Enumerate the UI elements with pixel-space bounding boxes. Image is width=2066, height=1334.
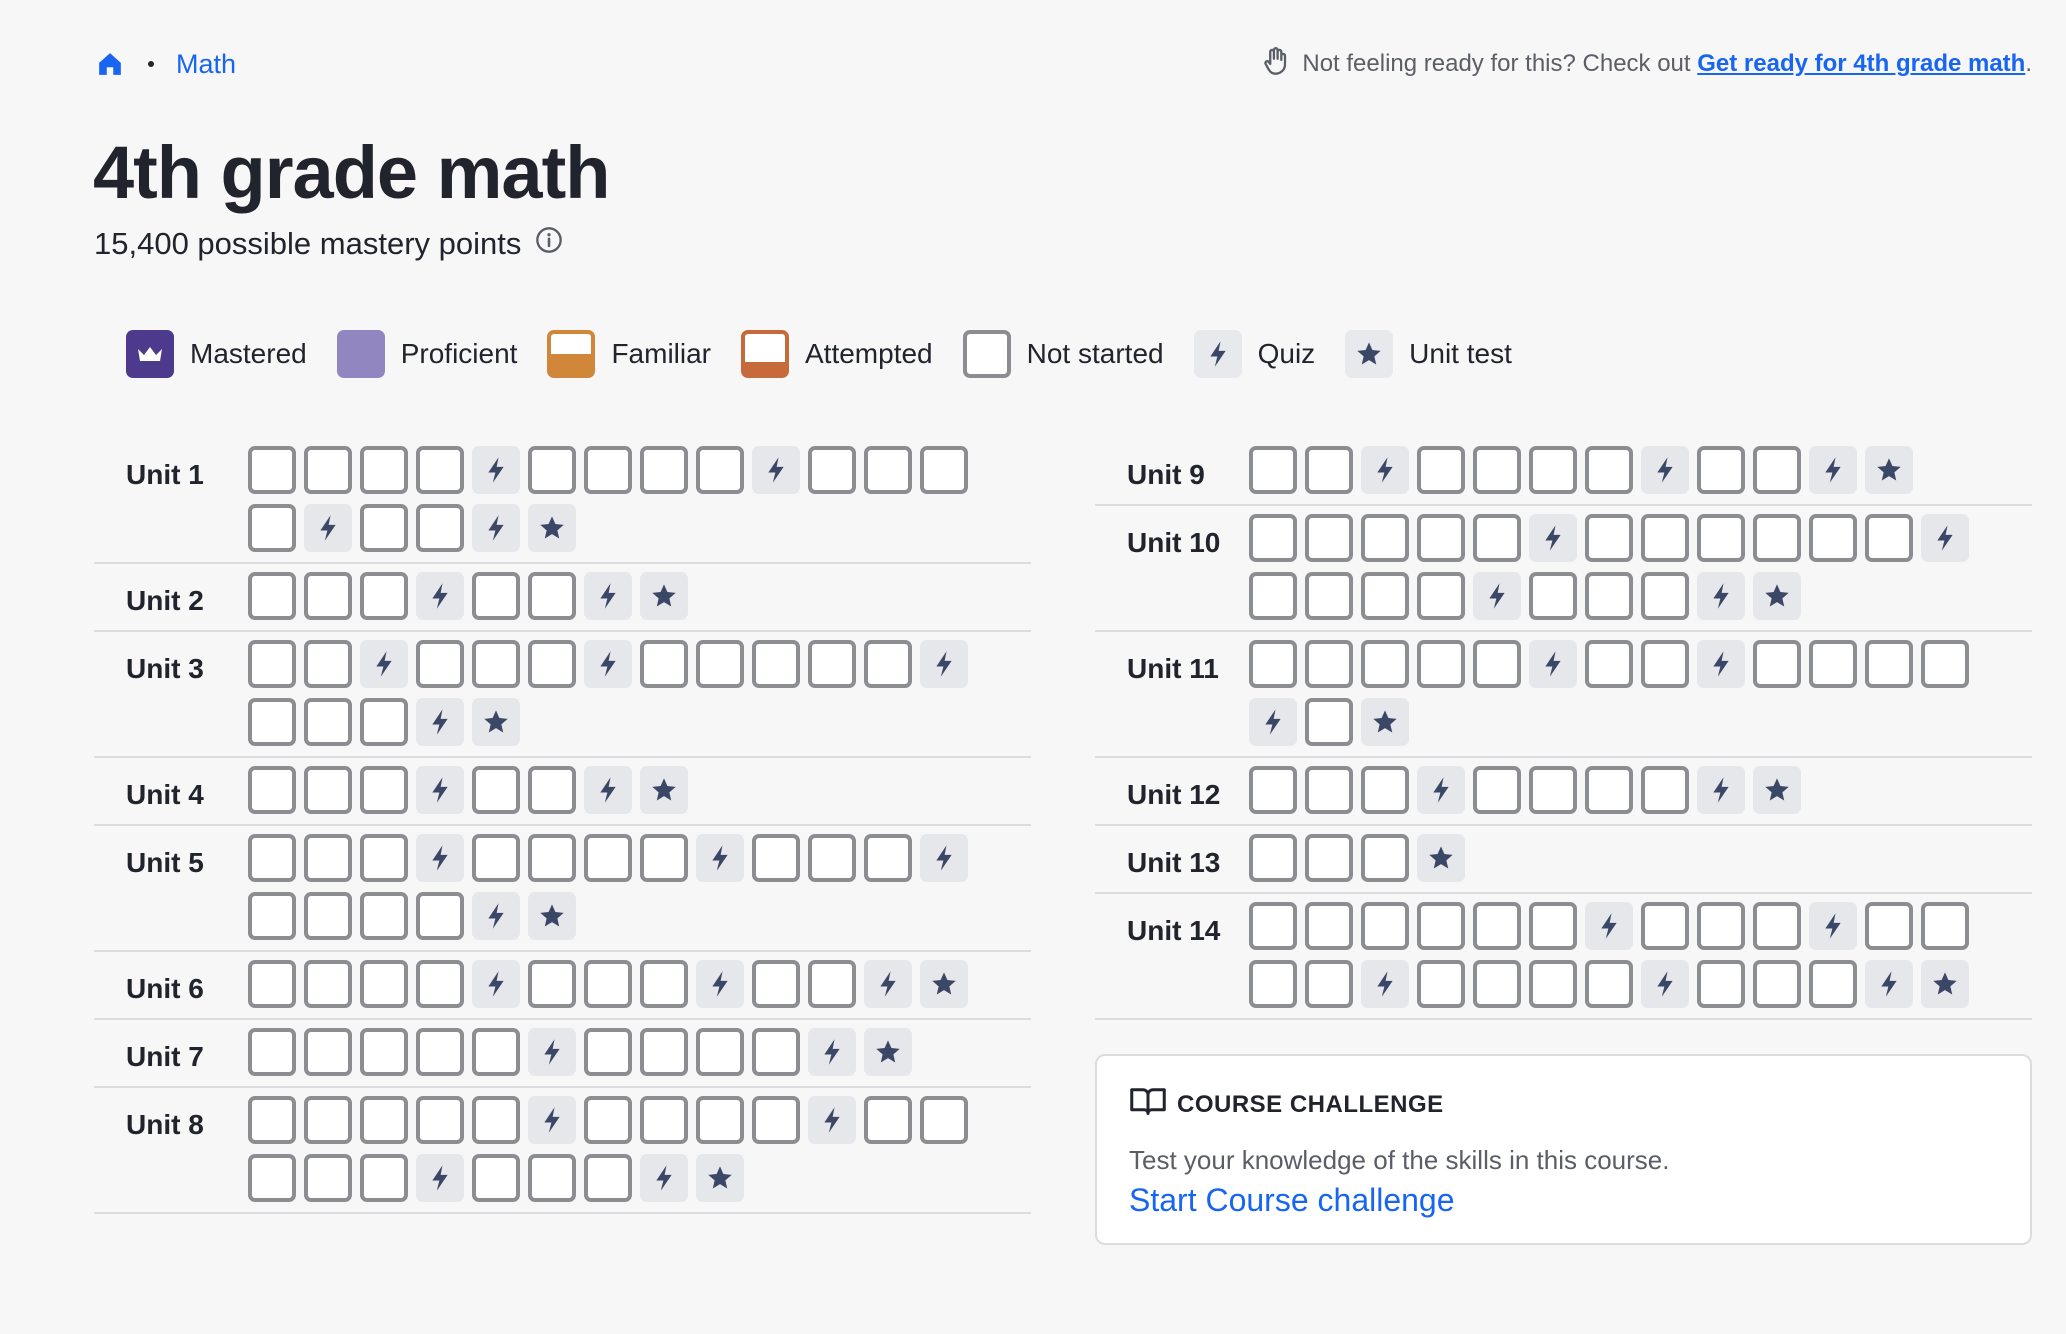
skill-not-started[interactable] xyxy=(360,698,408,746)
skill-not-started[interactable] xyxy=(1865,902,1913,950)
skill-not-started[interactable] xyxy=(1697,446,1745,494)
unit-row xyxy=(1095,506,2032,632)
skill-not-started[interactable] xyxy=(1697,960,1745,1008)
legend-swatch-test-star-icon xyxy=(1345,330,1393,378)
skill-not-started[interactable] xyxy=(696,640,744,688)
skill-not-started[interactable] xyxy=(248,1096,296,1144)
skill-not-started[interactable] xyxy=(1417,960,1465,1008)
skill-not-started[interactable] xyxy=(248,698,296,746)
skill-not-started[interactable] xyxy=(1641,902,1689,950)
skill-not-started[interactable] xyxy=(1921,640,1969,688)
skill-not-started[interactable] xyxy=(1249,960,1297,1008)
skill-not-started[interactable] xyxy=(1529,572,1577,620)
units-column-right xyxy=(1095,438,2032,1245)
skill-not-started[interactable] xyxy=(1361,766,1409,814)
skill-not-started[interactable] xyxy=(360,1154,408,1202)
book-icon xyxy=(1129,1086,1167,1123)
unit-test-star-icon[interactable] xyxy=(1753,766,1801,814)
quiz-lightning-icon[interactable] xyxy=(1641,960,1689,1008)
skill-not-started[interactable] xyxy=(1585,640,1633,688)
mastery-points-text: 15,400 possible mastery points xyxy=(94,226,522,261)
unit-row xyxy=(1095,826,2032,894)
skill-not-started[interactable] xyxy=(248,766,296,814)
skill-not-started[interactable] xyxy=(1249,766,1297,814)
legend-swatch-attempted xyxy=(741,330,789,378)
quiz-lightning-icon[interactable] xyxy=(808,1096,856,1144)
legend-label: Not started xyxy=(1026,338,1164,369)
skill-not-started[interactable] xyxy=(304,960,352,1008)
skill-not-started[interactable] xyxy=(640,640,688,688)
skill-not-started[interactable] xyxy=(360,572,408,620)
unit-row xyxy=(94,826,1031,952)
skill-not-started[interactable] xyxy=(248,446,296,494)
quiz-lightning-icon[interactable] xyxy=(1529,640,1577,688)
skill-not-started[interactable] xyxy=(1473,902,1521,950)
skill-not-started[interactable] xyxy=(416,640,464,688)
skill-not-started[interactable] xyxy=(472,834,520,882)
unit-row xyxy=(1095,894,2032,1020)
skill-not-started[interactable] xyxy=(1473,446,1521,494)
skill-not-started[interactable] xyxy=(360,766,408,814)
unit-label[interactable]: Unit 13 xyxy=(1127,847,1221,878)
unit-label[interactable]: Unit 6 xyxy=(126,973,204,1004)
skill-not-started[interactable] xyxy=(1585,514,1633,562)
skill-not-started[interactable] xyxy=(1305,960,1353,1008)
info-icon[interactable] xyxy=(535,226,563,262)
notice-text: Not feeling ready for this? Check out xyxy=(1302,50,1691,77)
skill-not-started[interactable] xyxy=(1809,514,1857,562)
skill-not-started[interactable] xyxy=(1417,514,1465,562)
quiz-lightning-icon[interactable] xyxy=(472,960,520,1008)
unit-label[interactable]: Unit 3 xyxy=(126,653,204,684)
skill-not-started[interactable] xyxy=(1305,902,1353,950)
skill-not-started[interactable] xyxy=(416,504,464,552)
breadcrumb-math-link[interactable]: Math xyxy=(176,48,237,79)
legend-label: Quiz xyxy=(1257,338,1316,369)
unit-skills xyxy=(1249,514,1989,620)
quiz-lightning-icon[interactable] xyxy=(528,1028,576,1076)
quiz-lightning-icon[interactable] xyxy=(920,834,968,882)
skill-not-started[interactable] xyxy=(472,1028,520,1076)
unit-test-star-icon[interactable] xyxy=(472,698,520,746)
unit-test-star-icon[interactable] xyxy=(640,572,688,620)
skill-not-started[interactable] xyxy=(1361,834,1409,882)
unit-row xyxy=(94,758,1031,826)
quiz-lightning-icon[interactable] xyxy=(1697,766,1745,814)
quiz-lightning-icon[interactable] xyxy=(864,960,912,1008)
skill-not-started[interactable] xyxy=(248,572,296,620)
unit-row xyxy=(94,952,1031,1020)
quiz-lightning-icon[interactable] xyxy=(752,446,800,494)
skill-not-started[interactable] xyxy=(1473,766,1521,814)
skill-not-started[interactable] xyxy=(1585,572,1633,620)
unit-row xyxy=(94,1088,1031,1214)
skill-not-started[interactable] xyxy=(808,640,856,688)
skill-not-started[interactable] xyxy=(528,766,576,814)
skill-not-started[interactable] xyxy=(1865,514,1913,562)
legend-item-mastered xyxy=(126,330,307,378)
course-challenge-card xyxy=(1095,1054,2032,1245)
skill-not-started[interactable] xyxy=(1753,960,1801,1008)
quiz-lightning-icon[interactable] xyxy=(1529,514,1577,562)
legend-label: Familiar xyxy=(611,338,711,369)
skill-not-started[interactable] xyxy=(304,1028,352,1076)
skill-not-started[interactable] xyxy=(416,892,464,940)
skill-not-started[interactable] xyxy=(416,960,464,1008)
readiness-notice xyxy=(1262,46,2032,83)
start-course-challenge-link[interactable]: Start Course challenge xyxy=(1129,1182,1455,1218)
skill-not-started[interactable] xyxy=(696,1028,744,1076)
skill-not-started[interactable] xyxy=(1529,902,1577,950)
skill-not-started[interactable] xyxy=(360,960,408,1008)
unit-test-star-icon[interactable] xyxy=(528,892,576,940)
skill-not-started[interactable] xyxy=(1361,902,1409,950)
breadcrumb xyxy=(94,48,236,80)
legend-label: Proficient xyxy=(400,338,518,369)
legend-item-test xyxy=(1345,330,1512,378)
legend-item-attempted xyxy=(741,330,933,378)
skill-not-started[interactable] xyxy=(1249,834,1297,882)
skill-not-started[interactable] xyxy=(248,960,296,1008)
home-icon[interactable] xyxy=(94,48,126,80)
skill-not-started[interactable] xyxy=(1305,446,1353,494)
skill-not-started[interactable] xyxy=(248,1154,296,1202)
skill-not-started[interactable] xyxy=(1865,640,1913,688)
skill-not-started[interactable] xyxy=(1641,514,1689,562)
skill-not-started[interactable] xyxy=(304,446,352,494)
skill-not-started[interactable] xyxy=(1585,446,1633,494)
skill-not-started[interactable] xyxy=(920,446,968,494)
skill-not-started[interactable] xyxy=(1305,834,1353,882)
quiz-lightning-icon[interactable] xyxy=(416,834,464,882)
quiz-lightning-icon[interactable] xyxy=(808,1028,856,1076)
skill-not-started[interactable] xyxy=(1417,446,1465,494)
unit-row xyxy=(94,438,1031,564)
unit-row xyxy=(94,632,1031,758)
skill-not-started[interactable] xyxy=(1361,514,1409,562)
legend-label: Attempted xyxy=(805,338,933,369)
unit-skills xyxy=(248,766,988,814)
skill-not-started[interactable] xyxy=(808,446,856,494)
skill-not-started[interactable] xyxy=(752,1028,800,1076)
quiz-lightning-icon[interactable] xyxy=(472,504,520,552)
quiz-lightning-icon[interactable] xyxy=(1697,572,1745,620)
quiz-lightning-icon[interactable] xyxy=(416,766,464,814)
skill-not-started[interactable] xyxy=(248,892,296,940)
skill-not-started[interactable] xyxy=(1305,572,1353,620)
unit-skills xyxy=(248,834,988,940)
skill-not-started[interactable] xyxy=(1305,766,1353,814)
top-bar xyxy=(94,42,2032,86)
unit-label[interactable]: Unit 1 xyxy=(126,459,204,490)
unit-label[interactable]: Unit 14 xyxy=(1127,915,1221,946)
skill-not-started[interactable] xyxy=(304,640,352,688)
legend-swatch-proficient xyxy=(337,330,385,378)
skill-not-started[interactable] xyxy=(304,1154,352,1202)
quiz-lightning-icon[interactable] xyxy=(1921,514,1969,562)
skill-not-started[interactable] xyxy=(416,446,464,494)
skill-not-started[interactable] xyxy=(1641,640,1689,688)
unit-row xyxy=(94,564,1031,632)
skill-not-started[interactable] xyxy=(304,572,352,620)
legend-item-notstarted xyxy=(963,330,1164,378)
legend-swatch-familiar xyxy=(547,330,595,378)
skill-not-started[interactable] xyxy=(1417,640,1465,688)
skill-not-started[interactable] xyxy=(864,446,912,494)
skill-not-started[interactable] xyxy=(248,640,296,688)
skill-not-started[interactable] xyxy=(248,504,296,552)
legend-swatch-quiz-lightning-icon xyxy=(1194,330,1242,378)
unit-row xyxy=(94,1020,1031,1088)
quiz-lightning-icon[interactable] xyxy=(472,892,520,940)
skill-not-started[interactable] xyxy=(1305,698,1353,746)
skill-not-started[interactable] xyxy=(864,834,912,882)
quiz-lightning-icon[interactable] xyxy=(1585,902,1633,950)
skill-not-started[interactable] xyxy=(528,960,576,1008)
hand-icon xyxy=(1262,46,1290,83)
skill-not-started[interactable] xyxy=(1305,640,1353,688)
legend-item-quiz xyxy=(1194,330,1316,378)
skill-not-started[interactable] xyxy=(640,960,688,1008)
legend-label: Unit test xyxy=(1409,338,1512,369)
skill-not-started[interactable] xyxy=(1529,446,1577,494)
skill-not-started[interactable] xyxy=(1753,640,1801,688)
skill-not-started[interactable] xyxy=(528,1154,576,1202)
skill-not-started[interactable] xyxy=(304,892,352,940)
quiz-lightning-icon[interactable] xyxy=(1697,640,1745,688)
skill-not-started[interactable] xyxy=(1473,640,1521,688)
unit-test-star-icon[interactable] xyxy=(1865,446,1913,494)
unit-label[interactable]: Unit 10 xyxy=(1127,527,1221,558)
skill-not-started[interactable] xyxy=(528,640,576,688)
quiz-lightning-icon[interactable] xyxy=(1249,698,1297,746)
unit-test-star-icon[interactable] xyxy=(1417,834,1465,882)
quiz-lightning-icon[interactable] xyxy=(584,766,632,814)
unit-label[interactable]: Unit 11 xyxy=(1127,653,1219,684)
legend-swatch-mastered-crown-icon xyxy=(126,330,174,378)
quiz-lightning-icon[interactable] xyxy=(1865,960,1913,1008)
unit-skills xyxy=(248,1096,988,1202)
skill-not-started[interactable] xyxy=(1305,514,1353,562)
skill-not-started[interactable] xyxy=(1473,514,1521,562)
skill-not-started[interactable] xyxy=(920,1096,968,1144)
skill-not-started[interactable] xyxy=(640,446,688,494)
unit-test-star-icon[interactable] xyxy=(696,1154,744,1202)
skill-not-started[interactable] xyxy=(640,1096,688,1144)
quiz-lightning-icon[interactable] xyxy=(304,504,352,552)
skill-not-started[interactable] xyxy=(1249,446,1297,494)
skill-not-started[interactable] xyxy=(1249,572,1297,620)
skill-not-started[interactable] xyxy=(1641,766,1689,814)
quiz-lightning-icon[interactable] xyxy=(416,1154,464,1202)
skill-not-started[interactable] xyxy=(696,446,744,494)
skill-not-started[interactable] xyxy=(1697,902,1745,950)
unit-test-star-icon[interactable] xyxy=(528,504,576,552)
skill-not-started[interactable] xyxy=(1753,446,1801,494)
skill-not-started[interactable] xyxy=(640,834,688,882)
quiz-lightning-icon[interactable] xyxy=(1473,572,1521,620)
skill-not-started[interactable] xyxy=(472,640,520,688)
unit-skills xyxy=(248,572,988,620)
unit-test-star-icon[interactable] xyxy=(1753,572,1801,620)
skill-not-started[interactable] xyxy=(808,960,856,1008)
skill-not-started[interactable] xyxy=(584,446,632,494)
skill-not-started[interactable] xyxy=(1585,960,1633,1008)
unit-skills xyxy=(248,1028,988,1076)
unit-label[interactable]: Unit 12 xyxy=(1127,779,1221,810)
unit-label[interactable]: Unit 4 xyxy=(126,779,204,810)
skill-not-started[interactable] xyxy=(1641,572,1689,620)
unit-skills xyxy=(248,446,988,552)
legend-swatch-notstarted xyxy=(963,330,1011,378)
unit-test-star-icon[interactable] xyxy=(920,960,968,1008)
quiz-lightning-icon[interactable] xyxy=(696,960,744,1008)
skill-not-started[interactable] xyxy=(472,572,520,620)
skill-not-started[interactable] xyxy=(1249,640,1297,688)
unit-label[interactable]: Unit 5 xyxy=(126,847,204,878)
skill-not-started[interactable] xyxy=(696,1096,744,1144)
quiz-lightning-icon[interactable] xyxy=(1641,446,1689,494)
skill-not-started[interactable] xyxy=(248,834,296,882)
skill-not-started[interactable] xyxy=(1529,766,1577,814)
units-column-left xyxy=(94,438,1031,1214)
skill-not-started[interactable] xyxy=(1417,572,1465,620)
skill-not-started[interactable] xyxy=(528,446,576,494)
unit-label[interactable]: Unit 9 xyxy=(1127,459,1205,490)
unit-label[interactable]: Unit 7 xyxy=(126,1041,204,1072)
skill-not-started[interactable] xyxy=(416,1028,464,1076)
unit-skills xyxy=(1249,902,1989,1008)
get-ready-link[interactable]: Get ready for 4th grade math xyxy=(1697,50,2026,77)
skill-not-started[interactable] xyxy=(1249,902,1297,950)
legend-item-familiar xyxy=(547,330,711,378)
skill-not-started[interactable] xyxy=(304,1096,352,1144)
unit-test-star-icon[interactable] xyxy=(1921,960,1969,1008)
skill-not-started[interactable] xyxy=(1249,514,1297,562)
mastery-legend xyxy=(126,330,1512,378)
skill-not-started[interactable] xyxy=(416,1096,464,1144)
skill-not-started[interactable] xyxy=(360,504,408,552)
skill-not-started[interactable] xyxy=(752,1096,800,1144)
quiz-lightning-icon[interactable] xyxy=(584,572,632,620)
skill-not-started[interactable] xyxy=(304,834,352,882)
unit-row xyxy=(1095,438,2032,506)
skill-not-started[interactable] xyxy=(1473,960,1521,1008)
course-challenge-title: COURSE CHALLENGE xyxy=(1177,1090,1444,1118)
unit-test-star-icon[interactable] xyxy=(640,766,688,814)
skill-not-started[interactable] xyxy=(1417,902,1465,950)
skill-not-started[interactable] xyxy=(640,1028,688,1076)
quiz-lightning-icon[interactable] xyxy=(1417,766,1465,814)
quiz-lightning-icon[interactable] xyxy=(584,640,632,688)
skill-not-started[interactable] xyxy=(584,1096,632,1144)
unit-label[interactable]: Unit 8 xyxy=(126,1109,204,1140)
course-challenge-description: Test your knowledge of the skills in this course. xyxy=(1129,1145,1670,1175)
quiz-lightning-icon[interactable] xyxy=(1361,960,1409,1008)
skill-not-started[interactable] xyxy=(752,960,800,1008)
quiz-lightning-icon[interactable] xyxy=(416,572,464,620)
unit-row xyxy=(1095,758,2032,826)
skill-not-started[interactable] xyxy=(360,892,408,940)
quiz-lightning-icon[interactable] xyxy=(472,446,520,494)
course-challenge-heading xyxy=(1129,1086,1998,1123)
quiz-lightning-icon[interactable] xyxy=(1809,446,1857,494)
skill-not-started[interactable] xyxy=(864,640,912,688)
skill-not-started[interactable] xyxy=(528,834,576,882)
quiz-lightning-icon[interactable] xyxy=(920,640,968,688)
breadcrumb-separator xyxy=(148,61,154,67)
skill-not-started[interactable] xyxy=(584,1028,632,1076)
skill-not-started[interactable] xyxy=(808,834,856,882)
skill-not-started[interactable] xyxy=(248,1028,296,1076)
quiz-lightning-icon[interactable] xyxy=(640,1154,688,1202)
unit-row xyxy=(1095,632,2032,758)
skill-not-started[interactable] xyxy=(1529,960,1577,1008)
quiz-lightning-icon[interactable] xyxy=(416,698,464,746)
skill-not-started[interactable] xyxy=(304,698,352,746)
legend-label: Mastered xyxy=(190,338,307,369)
skill-not-started[interactable] xyxy=(528,572,576,620)
skill-not-started[interactable] xyxy=(360,1028,408,1076)
unit-test-star-icon[interactable] xyxy=(864,1028,912,1076)
skill-not-started[interactable] xyxy=(1361,640,1409,688)
quiz-lightning-icon[interactable] xyxy=(1809,902,1857,950)
skill-not-started[interactable] xyxy=(360,446,408,494)
unit-skills xyxy=(1249,446,1989,494)
skill-not-started[interactable] xyxy=(472,1096,520,1144)
skill-not-started[interactable] xyxy=(584,960,632,1008)
skill-not-started[interactable] xyxy=(864,1096,912,1144)
legend-item-proficient xyxy=(337,330,518,378)
quiz-lightning-icon[interactable] xyxy=(528,1096,576,1144)
quiz-lightning-icon[interactable] xyxy=(360,640,408,688)
skill-not-started[interactable] xyxy=(472,766,520,814)
skill-not-started[interactable] xyxy=(472,1154,520,1202)
skill-not-started[interactable] xyxy=(584,1154,632,1202)
quiz-lightning-icon[interactable] xyxy=(1361,446,1409,494)
skill-not-started[interactable] xyxy=(1697,514,1745,562)
unit-skills xyxy=(1249,766,1989,814)
unit-skills xyxy=(248,960,988,1008)
skill-not-started[interactable] xyxy=(584,834,632,882)
unit-test-star-icon[interactable] xyxy=(1361,698,1409,746)
unit-skills xyxy=(248,640,988,746)
mastery-points xyxy=(94,226,563,262)
notice-suffix: . xyxy=(2025,50,2032,77)
unit-skills xyxy=(1249,834,1989,882)
skill-not-started[interactable] xyxy=(752,640,800,688)
skill-not-started[interactable] xyxy=(1361,572,1409,620)
skill-not-started[interactable] xyxy=(1585,766,1633,814)
skill-not-started[interactable] xyxy=(360,834,408,882)
unit-label[interactable]: Unit 2 xyxy=(126,585,204,616)
skill-not-started[interactable] xyxy=(1809,640,1857,688)
page-title: 4th grade math xyxy=(93,131,610,214)
skill-not-started[interactable] xyxy=(304,766,352,814)
quiz-lightning-icon[interactable] xyxy=(696,834,744,882)
skill-not-started[interactable] xyxy=(1753,902,1801,950)
skill-not-started[interactable] xyxy=(1921,902,1969,950)
unit-skills xyxy=(1249,640,1989,746)
skill-not-started[interactable] xyxy=(360,1096,408,1144)
skill-not-started[interactable] xyxy=(752,834,800,882)
skill-not-started[interactable] xyxy=(1753,514,1801,562)
skill-not-started[interactable] xyxy=(1809,960,1857,1008)
